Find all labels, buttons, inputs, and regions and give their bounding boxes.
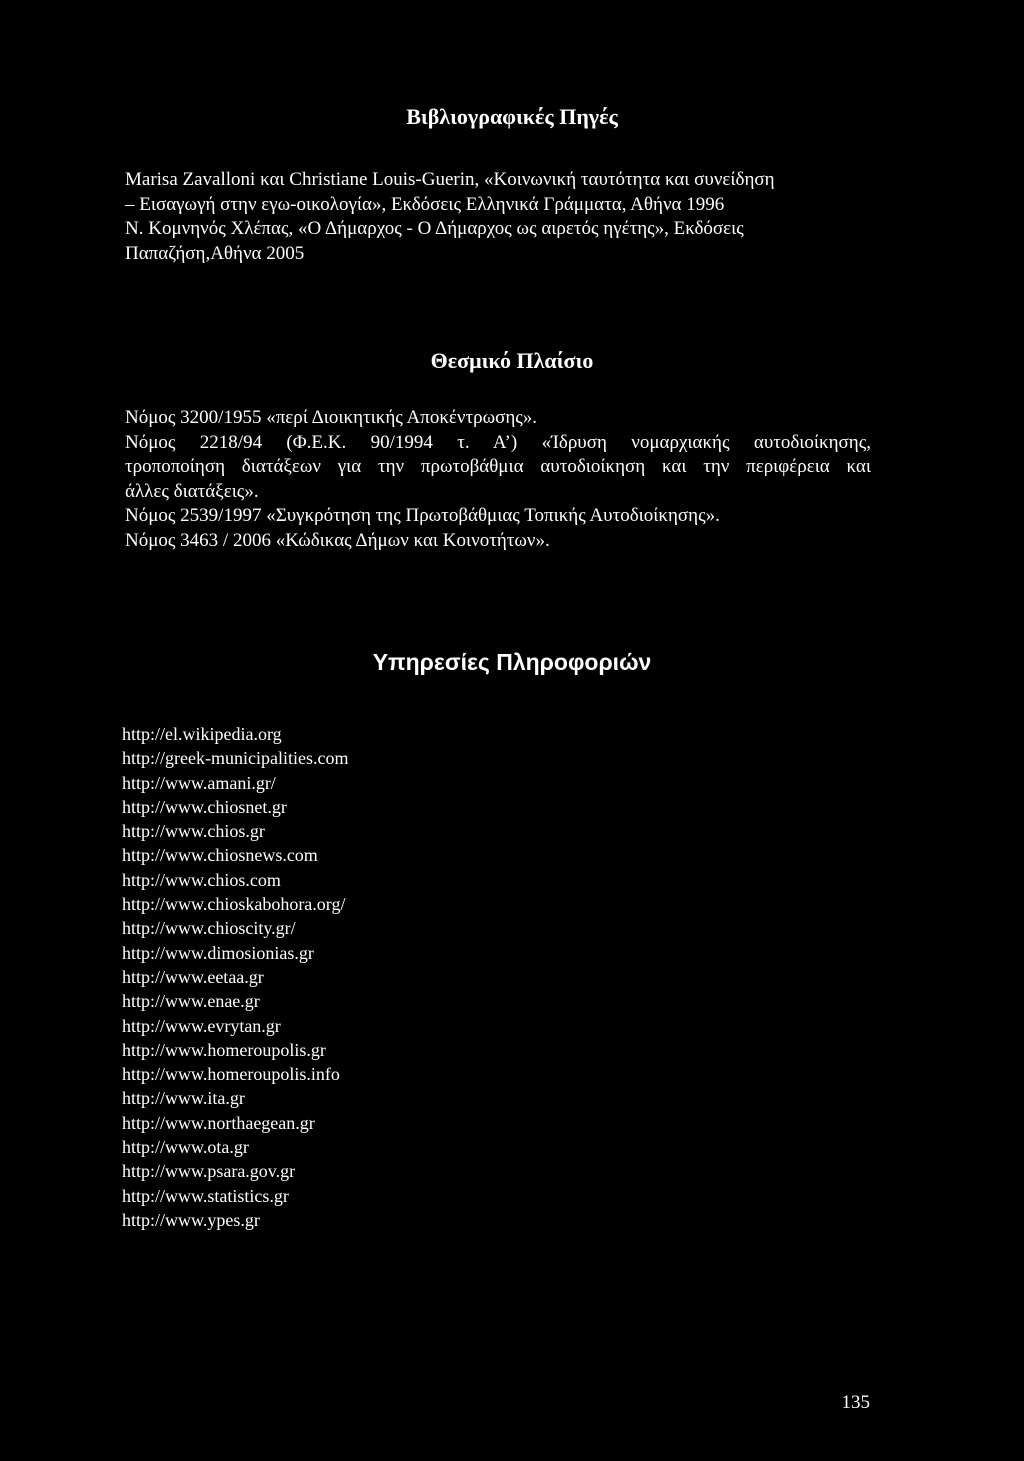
institutional-framework-heading: Θεσμικό Πλαίσιο [430, 348, 594, 373]
url-link[interactable]: http://www.enae.gr [122, 991, 260, 1012]
law-line: Νόμος 3463 / 2006 «Κώδικας Δήμων και Κοινοτήτων». [125, 529, 550, 551]
url-link[interactable]: http://www.dimosionias.gr [122, 942, 314, 963]
url-link[interactable]: http://www.chioskabohora.org/ [122, 894, 346, 915]
law-line: Νόμος 2218/94 (Φ.Ε.Κ. 90/1994 τ. Α’) «Ίδρυση νομαρχιακής αυτοδιοίκησης, [125, 431, 871, 453]
url-link[interactable]: http://www.northaegean.gr [122, 1112, 315, 1133]
url-link[interactable]: http://www.chiosnews.com [122, 845, 318, 866]
url-link[interactable]: http://www.eetaa.gr [122, 966, 264, 987]
url-link[interactable]: http://www.chios.gr [122, 821, 265, 842]
url-link[interactable]: http://www.ota.gr [122, 1137, 249, 1158]
url-link[interactable]: http://greek-municipalities.com [122, 748, 349, 769]
url-link[interactable]: http://el.wikipedia.org [122, 724, 282, 744]
law-line: Νόμος 2539/1997 «Συγκρότηση της Πρωτοβάθμιας Τοπικής Αυτοδιοίκησης». [125, 505, 720, 526]
bibliography-line: Παπαζήση,Αθήνα 2005 [125, 242, 305, 264]
bibliography-list [125, 168, 871, 266]
url-link[interactable]: http://www.ita.gr [122, 1088, 245, 1109]
law-line: τροποποίηση διατάξεων για την πρωτοβάθμια αυτοδιοίκηση και την περιφέρεια και [125, 456, 871, 477]
url-link[interactable]: http://www.homeroupolis.info [122, 1064, 340, 1085]
url-link[interactable]: http://www.statistics.gr [122, 1185, 289, 1206]
url-link[interactable]: http://www.chios.com [122, 869, 281, 890]
url-link[interactable]: http://www.psara.gov.gr [122, 1161, 296, 1182]
url-link[interactable]: http://www.evrytan.gr [122, 1015, 281, 1036]
bibliography-line: Ν. Κομνηνός Χλέπας, «Ο Δήμαρχος - Ο Δήμαρχος ως αιρετός ηγέτης», Εκδόσεις [125, 218, 744, 239]
information-services-heading: Υπηρεσίες Πληροφοριών [372, 649, 652, 675]
url-list [122, 722, 522, 1232]
url-link[interactable]: http://www.homeroupolis.gr [122, 1039, 326, 1060]
url-link[interactable]: http://www.chiosnet.gr [122, 796, 287, 817]
law-line: Νόμος 3200/1955 «περί Διοικητικής Αποκέντρωσης». [125, 407, 538, 428]
law-line: άλλες διατάξεις». [125, 480, 259, 502]
page-number: 135 [841, 1392, 870, 1413]
bibliography-heading: Βιβλιογραφικές Πηγές [406, 104, 618, 129]
url-link[interactable]: http://www.ypes.gr [122, 1209, 260, 1230]
url-link[interactable]: http://www.amani.gr/ [122, 772, 276, 793]
bibliography-line: Marisa Zavalloni και Christiane Louis-Guerin, «Κοινωνική ταυτότητα και συνείδηση [125, 169, 775, 190]
laws-list [125, 406, 871, 553]
bibliography-line: – Εισαγωγή στην εγω-οικολογία», Εκδόσεις Ελληνικά Γράμματα, Αθήνα 1996 [125, 193, 725, 215]
url-link[interactable]: http://www.chioscity.gr/ [122, 918, 296, 939]
